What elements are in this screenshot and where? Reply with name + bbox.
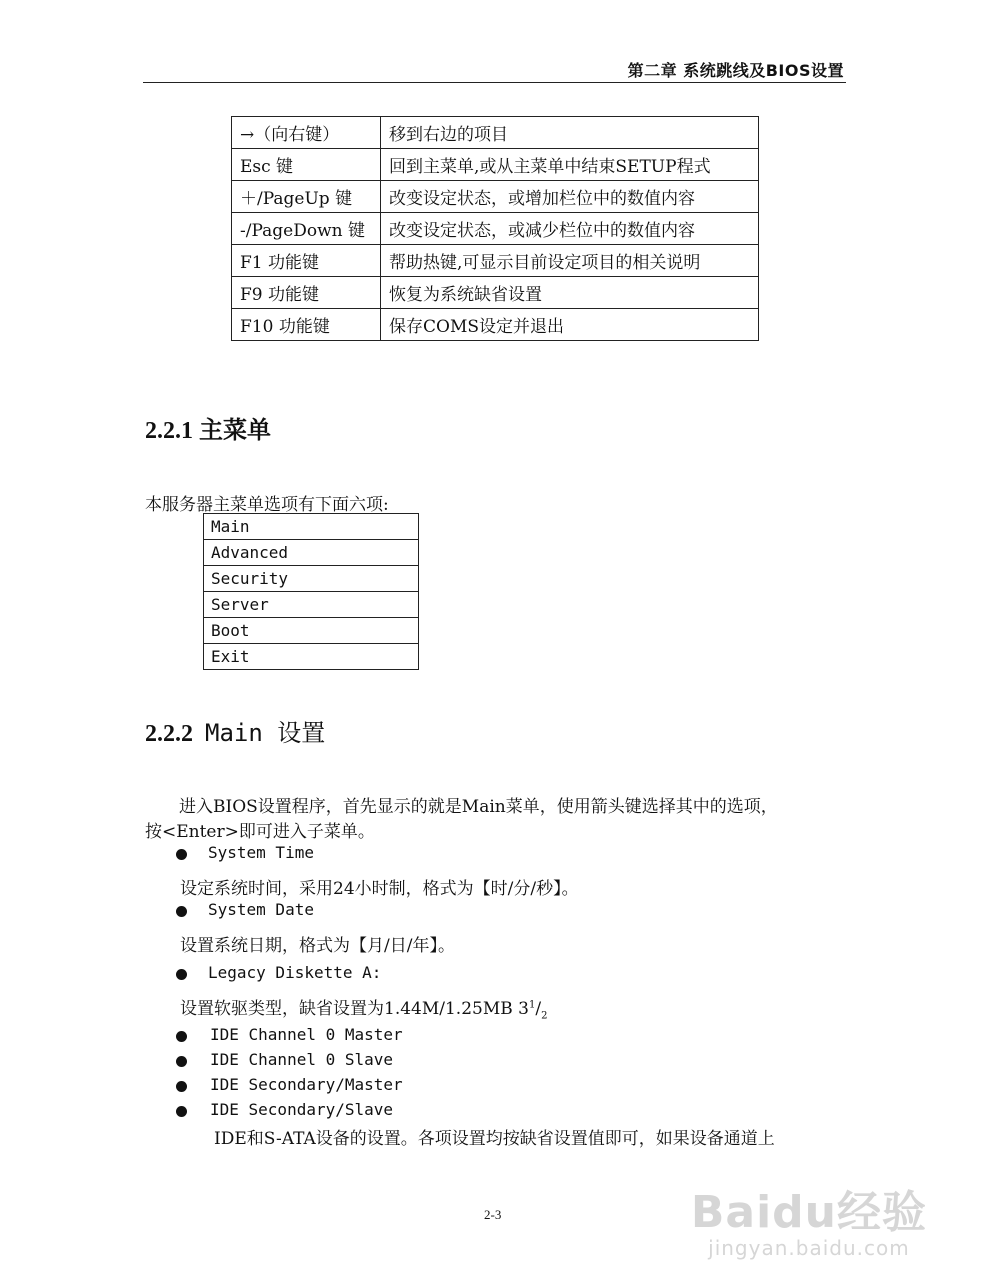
system-time-desc: 设定系统时间，采用24小时制，格式为【时/分/秒】。 [180, 879, 579, 899]
page-number: 2-3 [484, 1207, 502, 1222]
description-cell: 保存COMS设定并退出 [381, 309, 759, 341]
bullet-icon [176, 1056, 187, 1067]
bullet-icon [176, 906, 187, 917]
header-divider [143, 82, 846, 83]
key-cell: -/PageDown 键 [232, 213, 381, 245]
description-cell: 回到主菜单,或从主菜单中结束SETUP程式 [381, 149, 759, 181]
key-cell: F10 功能键 [232, 309, 381, 341]
description-cell: 改变设定状态，或增加栏位中的数值内容 [381, 181, 759, 213]
legacy-desc-text: 设置软驱类型，缺省设置为1.44M/1.25MB 3 [180, 999, 529, 1019]
item-system-time: System Time [208, 843, 314, 862]
item-system-date: System Date [208, 900, 314, 919]
menu-item-server: Server [204, 592, 419, 618]
key-cell: F1 功能键 [232, 245, 381, 277]
item-ide-channel-0-master: IDE Channel 0 Master [210, 1025, 403, 1044]
section-heading-main-settings [145, 713, 325, 748]
menu-item-exit: Exit [204, 644, 419, 670]
table-row [232, 213, 759, 245]
key-function-table [231, 116, 759, 341]
bullet-icon [176, 969, 187, 980]
description-cell: 帮助热键,可显示目前设定项目的相关说明 [381, 245, 759, 277]
bullet-icon [176, 1031, 187, 1042]
description-cell: 改变设定状态，或减少栏位中的数值内容 [381, 213, 759, 245]
list-item [204, 540, 419, 566]
table-row [232, 245, 759, 277]
watermark-url: jingyan.baidu.com [708, 1236, 910, 1260]
table-row [232, 117, 759, 149]
list-item [204, 618, 419, 644]
description-cell: 移到右边的项目 [381, 117, 759, 149]
bullet-icon [176, 1106, 187, 1117]
fraction-slash: / [535, 999, 542, 1019]
section-heading-main-menu: 2.2.1 主菜单 [145, 418, 271, 444]
chapter-header: 第二章 系统跳线及BIOS设置 [627, 61, 844, 80]
key-cell: F9 功能键 [232, 277, 381, 309]
main-intro-line-2: 按<Enter>即可进入子菜单。 [145, 822, 375, 842]
fraction-numerator: 1 [528, 999, 536, 1011]
menu-item-advanced: Advanced [204, 540, 419, 566]
key-cell: ＋/PageUp 键 [232, 181, 381, 213]
list-item [204, 514, 419, 540]
menu-item-main: Main [204, 514, 419, 540]
bullet-icon [176, 1081, 187, 1092]
bullet-icon [176, 849, 187, 860]
table-row [232, 277, 759, 309]
main-menu-intro: 本服务器主菜单选项有下面六项: [145, 495, 389, 515]
table-row [232, 181, 759, 213]
key-cell: Esc 键 [232, 149, 381, 181]
ide-desc: IDE和S-ATA设备的设置。各项设置均按缺省设置值即可，如果设备通道上 [214, 1129, 775, 1149]
legacy-diskette-desc [180, 994, 547, 1021]
section-title: Main 设置 [205, 719, 326, 747]
item-ide-secondary-master: IDE Secondary/Master [210, 1075, 403, 1094]
menu-item-boot: Boot [204, 618, 419, 644]
key-cell: →（向右键） [232, 117, 381, 149]
item-legacy-diskette: Legacy Diskette A: [208, 963, 382, 982]
item-ide-channel-0-slave: IDE Channel 0 Slave [210, 1050, 394, 1069]
fraction-denominator: 2 [541, 1010, 548, 1022]
table-row [232, 309, 759, 341]
list-item [204, 566, 419, 592]
list-item [204, 592, 419, 618]
system-date-desc: 设置系统日期，格式为【月/日/年】。 [180, 936, 455, 956]
main-intro-line-1: 进入BIOS设置程序，首先显示的就是Main菜单，使用箭头键选择其中的选项， [179, 797, 778, 817]
watermark-brand: Baidu经验 [690, 1187, 927, 1238]
list-item [204, 644, 419, 670]
table-row [232, 149, 759, 181]
item-ide-secondary-slave: IDE Secondary/Slave [210, 1100, 394, 1119]
baidu-watermark [691, 1176, 927, 1260]
menu-item-security: Security [204, 566, 419, 592]
section-number: 2.2.2 [145, 721, 193, 747]
description-cell: 恢复为系统缺省设置 [381, 277, 759, 309]
main-menu-list [203, 513, 419, 670]
